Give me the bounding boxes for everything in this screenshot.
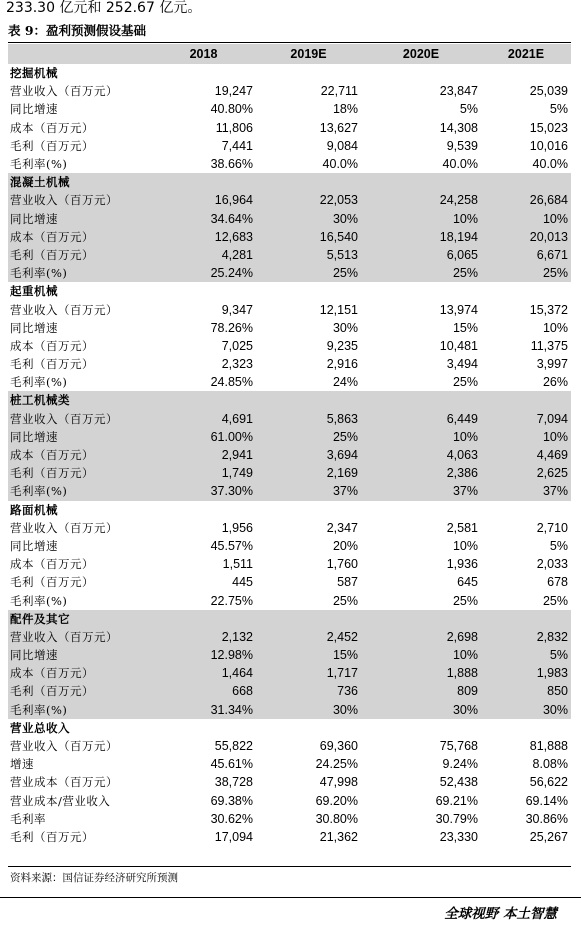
section-header-row [8, 610, 571, 628]
value-cell: 25% [452, 375, 478, 390]
value-cell: 2,832 [481, 628, 571, 646]
value-cell: 25% [481, 264, 571, 282]
table-row [8, 755, 571, 773]
table-row [8, 137, 571, 155]
empty-cell [361, 282, 481, 300]
row-label: 营业成本/营业收入 [10, 793, 111, 808]
table-row [8, 646, 571, 664]
section-title: 营业总收入 [10, 720, 70, 735]
value-cell: 5,863 [256, 410, 361, 428]
brand-slogan: 全球视野 本土智慧 [444, 906, 557, 922]
value-cell: 16,964 [151, 191, 256, 209]
row-label: 毛利率(%) [10, 375, 68, 390]
header-row [8, 44, 571, 64]
value-cell: 10% [361, 210, 481, 228]
table-row [8, 210, 571, 228]
table-row [8, 628, 571, 646]
value-cell: 69.21% [435, 793, 478, 808]
value-cell: 55,822 [214, 739, 253, 754]
empty-cell [481, 64, 571, 82]
section-header-row [8, 719, 571, 737]
section-title: 起重机械 [10, 284, 58, 299]
empty-cell [361, 719, 481, 737]
value-cell: 10,481 [439, 338, 478, 353]
value-cell: 5% [549, 102, 568, 117]
value-cell: 10% [481, 210, 571, 228]
row-label: 毛利（百万元） [8, 246, 151, 264]
value-cell: 678 [547, 575, 568, 590]
row-label: 毛利（百万元） [10, 575, 94, 590]
row-label: 同比增速 [10, 320, 58, 335]
value-cell: 587 [337, 575, 358, 590]
value-cell: 25% [452, 593, 478, 608]
forecast-table [8, 44, 571, 846]
value-cell: 25% [361, 264, 481, 282]
empty-cell [151, 501, 256, 519]
value-cell: 13,627 [319, 120, 358, 135]
value-cell: 25% [256, 264, 361, 282]
row-label: 毛利率(%) [10, 157, 68, 172]
table-row [8, 155, 571, 173]
row-label: 毛利（百万元） [10, 357, 94, 372]
value-cell: 26,684 [481, 191, 571, 209]
row-label: 营业收入（百万元） [10, 84, 118, 99]
value-cell: 18% [332, 102, 358, 117]
value-cell: 4,469 [481, 446, 571, 464]
table-row [8, 410, 571, 428]
row-label: 成本（百万元） [8, 446, 151, 464]
empty-cell [256, 719, 361, 737]
value-cell: 75,768 [439, 739, 478, 754]
empty-cell [151, 173, 256, 191]
empty-cell [361, 64, 481, 82]
header-cell-2020e: 2020E [361, 44, 481, 64]
table-row [8, 246, 571, 264]
row-label: 毛利率(%) [8, 482, 151, 500]
table-row [8, 664, 571, 682]
value-cell: 30% [256, 210, 361, 228]
empty-cell [481, 391, 571, 409]
row-label: 同比增速 [8, 428, 151, 446]
value-cell: 21,362 [319, 829, 358, 844]
table-header [8, 44, 571, 64]
empty-cell [481, 719, 571, 737]
value-cell: 1,936 [446, 557, 478, 572]
empty-cell [256, 64, 361, 82]
value-cell: 38.66% [210, 157, 253, 172]
value-cell: 850 [481, 682, 571, 700]
value-cell: 24.25% [315, 757, 358, 772]
value-cell: 24% [332, 375, 358, 390]
value-cell: 30% [361, 701, 481, 719]
row-label: 同比增速 [8, 646, 151, 664]
table-row [8, 264, 571, 282]
value-cell: 10% [481, 428, 571, 446]
table-row [8, 519, 571, 537]
value-cell: 7,441 [221, 138, 253, 153]
table-top-rule [8, 42, 571, 43]
table-row [8, 355, 571, 373]
value-cell: 2,347 [326, 520, 358, 535]
value-cell: 52,438 [439, 775, 478, 790]
value-cell: 25% [332, 593, 358, 608]
value-cell: 40.80% [210, 102, 253, 117]
table-row [8, 319, 571, 337]
value-cell: 10% [361, 646, 481, 664]
empty-cell [361, 391, 481, 409]
table-row [8, 555, 571, 573]
table-row [8, 792, 571, 810]
section-title: 路面机械 [10, 502, 58, 517]
value-cell: 11,375 [530, 338, 568, 353]
table-row [8, 828, 571, 846]
value-cell: 1,511 [222, 557, 253, 572]
value-cell: 1,464 [151, 664, 256, 682]
value-cell: 1,888 [361, 664, 481, 682]
value-cell: 15,023 [529, 120, 568, 135]
table-bottom-rule [8, 866, 571, 867]
value-cell: 10% [542, 320, 568, 335]
value-cell: 668 [151, 682, 256, 700]
section-title: 桩工机械类 [8, 391, 151, 409]
value-cell: 5% [549, 538, 568, 553]
value-cell: 2,625 [481, 464, 571, 482]
value-cell: 4,063 [361, 446, 481, 464]
value-cell: 12,151 [319, 302, 358, 317]
value-cell: 20,013 [481, 228, 571, 246]
value-cell: 22,711 [320, 84, 358, 99]
row-label: 同比增速 [10, 538, 58, 553]
table-row [8, 701, 571, 719]
value-cell: 9,235 [326, 338, 358, 353]
value-cell: 47,998 [319, 775, 358, 790]
value-cell: 10,016 [529, 138, 568, 153]
value-cell: 11,806 [215, 120, 253, 135]
value-cell: 2,132 [151, 628, 256, 646]
value-cell: 1,749 [151, 464, 256, 482]
table-row [8, 537, 571, 555]
empty-cell [256, 391, 361, 409]
table-row [8, 482, 571, 500]
value-cell: 37% [481, 482, 571, 500]
value-cell: 22.75% [210, 593, 253, 608]
value-cell: 30.80% [315, 811, 358, 826]
section-header-row [8, 282, 571, 300]
value-cell: 2,386 [361, 464, 481, 482]
value-cell: 736 [256, 682, 361, 700]
empty-cell [151, 391, 256, 409]
value-cell: 15% [256, 646, 361, 664]
value-cell: 809 [361, 682, 481, 700]
value-cell: 17,094 [214, 829, 253, 844]
value-cell: 16,540 [256, 228, 361, 246]
table-row [8, 773, 571, 791]
value-cell: 31.34% [151, 701, 256, 719]
value-cell: 2,698 [361, 628, 481, 646]
value-cell: 5,513 [256, 246, 361, 264]
value-cell: 1,956 [221, 520, 253, 535]
value-cell: 3,494 [446, 357, 478, 372]
header-cell-2021e: 2021E [481, 44, 571, 64]
value-cell: 25.24% [151, 264, 256, 282]
header-cell-label [8, 44, 151, 64]
value-cell: 25% [256, 428, 361, 446]
value-cell: 18,194 [361, 228, 481, 246]
value-cell: 9,347 [221, 302, 253, 317]
value-cell: 445 [232, 575, 253, 590]
value-cell: 37.30% [151, 482, 256, 500]
value-cell: 30% [481, 701, 571, 719]
row-label: 毛利率(%) [10, 593, 68, 608]
value-cell: 40.0% [442, 157, 478, 172]
row-label: 成本（百万元） [10, 557, 94, 572]
value-cell: 7,025 [221, 338, 253, 353]
table-row [8, 191, 571, 209]
value-cell: 10% [452, 538, 478, 553]
empty-cell [361, 501, 481, 519]
table-row [8, 464, 571, 482]
value-cell: 30% [256, 701, 361, 719]
value-cell: 25,039 [529, 84, 568, 99]
value-cell: 38,728 [214, 775, 253, 790]
row-label: 毛利（百万元） [8, 682, 151, 700]
value-cell: 24.85% [210, 375, 253, 390]
row-label: 营业收入（百万元） [8, 191, 151, 209]
empty-cell [481, 610, 571, 628]
row-label: 同比增速 [8, 210, 151, 228]
row-label: 毛利（百万元） [8, 464, 151, 482]
table-row [8, 682, 571, 700]
empty-cell [481, 501, 571, 519]
table-row [8, 573, 571, 591]
table-row [8, 373, 571, 391]
empty-cell [481, 282, 571, 300]
table-caption: 表 9：盈利预测假设基础 [8, 23, 147, 38]
table-row [8, 446, 571, 464]
value-cell: 1,983 [481, 664, 571, 682]
value-cell: 2,941 [151, 446, 256, 464]
header-cell-2018: 2018 [151, 44, 256, 64]
row-label: 营业收入（百万元） [8, 628, 151, 646]
empty-cell [361, 173, 481, 191]
value-cell: 37% [361, 482, 481, 500]
row-label: 毛利率(%) [8, 701, 151, 719]
table-row [8, 810, 571, 828]
row-label: 成本（百万元） [8, 664, 151, 682]
value-cell: 7,094 [481, 410, 571, 428]
value-cell: 30.86% [525, 811, 568, 826]
value-cell: 19,247 [214, 84, 253, 99]
empty-cell [481, 173, 571, 191]
value-cell: 2,581 [446, 520, 478, 535]
value-cell: 3,997 [536, 357, 568, 372]
row-label: 营业收入（百万元） [10, 739, 118, 754]
section-header-row [8, 501, 571, 519]
empty-cell [151, 610, 256, 628]
value-cell: 2,452 [256, 628, 361, 646]
value-cell: 15% [452, 320, 478, 335]
value-cell: 24,258 [361, 191, 481, 209]
table-row [8, 591, 571, 609]
value-cell: 40.0% [532, 157, 568, 172]
row-label: 毛利率(%) [8, 264, 151, 282]
value-cell: 34.64% [151, 210, 256, 228]
value-cell: 14,308 [439, 120, 478, 135]
value-cell: 9,539 [446, 138, 478, 153]
table-row [8, 100, 571, 118]
empty-cell [256, 282, 361, 300]
value-cell: 2,323 [221, 357, 253, 372]
value-cell: 61.00% [151, 428, 256, 446]
row-label: 成本（百万元） [10, 338, 94, 353]
row-label: 成本（百万元） [10, 120, 94, 135]
value-cell: 69.14% [525, 793, 568, 808]
section-header-row [8, 64, 571, 82]
table-row [8, 428, 571, 446]
value-cell: 37% [256, 482, 361, 500]
value-cell: 13,974 [439, 302, 478, 317]
row-label: 同比增速 [10, 102, 58, 117]
table-row [8, 228, 571, 246]
empty-cell [256, 173, 361, 191]
value-cell: 6,449 [361, 410, 481, 428]
row-label: 营业收入（百万元） [10, 302, 118, 317]
value-cell: 25,267 [529, 829, 568, 844]
empty-cell [151, 64, 256, 82]
value-cell: 2,916 [326, 357, 358, 372]
value-cell: 10% [361, 428, 481, 446]
value-cell: 5% [481, 646, 571, 664]
table-row [8, 82, 571, 100]
value-cell: 78.26% [210, 320, 253, 335]
value-cell: 15,372 [529, 302, 568, 317]
value-cell: 9,084 [326, 138, 358, 153]
section-title: 混凝土机械 [8, 173, 151, 191]
source-note: 资料来源：国信证券经济研究所预测 [10, 872, 178, 884]
row-label: 增速 [10, 757, 34, 772]
value-cell: 81,888 [529, 739, 568, 754]
value-cell: 2,169 [256, 464, 361, 482]
table-row [8, 119, 571, 137]
table-body [8, 64, 571, 846]
section-header-row [8, 391, 571, 409]
value-cell: 56,622 [529, 775, 568, 790]
value-cell: 40.0% [322, 157, 358, 172]
value-cell: 22,053 [256, 191, 361, 209]
row-label: 成本（百万元） [8, 228, 151, 246]
value-cell: 6,065 [361, 246, 481, 264]
row-label: 毛利（百万元） [10, 138, 94, 153]
value-cell: 45.61% [210, 757, 253, 772]
section-header-row [8, 173, 571, 191]
value-cell: 2,710 [536, 520, 568, 535]
value-cell: 12,683 [151, 228, 256, 246]
empty-cell [256, 501, 361, 519]
value-cell: 45.57% [210, 538, 253, 553]
value-cell: 4,281 [151, 246, 256, 264]
value-cell: 1,717 [256, 664, 361, 682]
value-cell: 30% [332, 320, 358, 335]
row-label: 营业收入（百万元） [8, 410, 151, 428]
value-cell: 3,694 [256, 446, 361, 464]
row-label: 毛利率 [10, 811, 46, 826]
row-label: 营业收入（百万元） [10, 520, 118, 535]
empty-cell [151, 282, 256, 300]
value-cell: 69.20% [315, 793, 358, 808]
value-cell: 12.98% [151, 646, 256, 664]
table-row [8, 300, 571, 318]
value-cell: 9.24% [442, 757, 478, 772]
table-row [8, 737, 571, 755]
value-cell: 6,671 [481, 246, 571, 264]
value-cell: 5% [459, 102, 478, 117]
value-cell: 69.38% [210, 793, 253, 808]
value-cell: 1,760 [326, 557, 358, 572]
value-cell: 645 [457, 575, 478, 590]
value-cell: 26% [542, 375, 568, 390]
value-cell: 23,847 [439, 84, 478, 99]
value-cell: 23,330 [439, 829, 478, 844]
section-title: 配件及其它 [8, 610, 151, 628]
footer-rule [0, 897, 581, 898]
value-cell: 20% [332, 538, 358, 553]
header-cell-2019e: 2019E [256, 44, 361, 64]
row-label: 毛利（百万元） [10, 829, 94, 844]
value-cell: 2,033 [536, 557, 568, 572]
value-cell: 8.08% [532, 757, 568, 772]
value-cell: 4,691 [151, 410, 256, 428]
table-row [8, 337, 571, 355]
value-cell: 30.79% [435, 811, 478, 826]
empty-cell [256, 610, 361, 628]
row-label: 营业成本（百万元） [10, 775, 118, 790]
value-cell: 69,360 [319, 739, 358, 754]
empty-cell [361, 610, 481, 628]
section-title: 挖掘机械 [10, 66, 58, 81]
value-cell: 25% [542, 593, 568, 608]
empty-cell [151, 719, 256, 737]
value-cell: 30.62% [210, 811, 253, 826]
intro-text: 233.30 亿元和 252.67 亿元。 [6, 0, 202, 16]
